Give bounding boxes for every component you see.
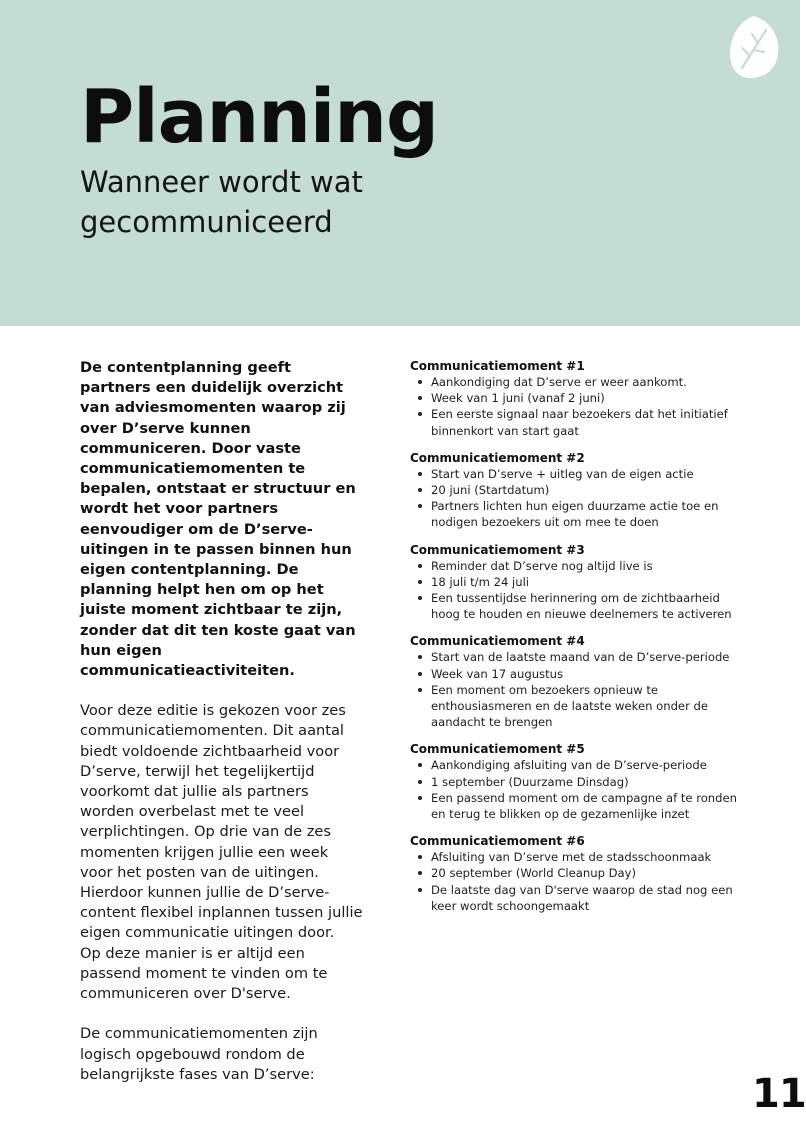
moment-title: Communicatiemoment #5: [410, 742, 585, 757]
moment-section: [410, 450, 740, 531]
list-item: Een eerste signaal naar bezoekers dat het initiatief binnenkort van start gaat: [410, 406, 740, 438]
list-item: Een passend moment om de campagne af te ronden en terug te blikken op de gezamenlijke inzet: [410, 790, 740, 822]
list-item: Afsluiting van D’serve met de stadsschoonmaak: [410, 849, 740, 865]
page-title: Planning: [80, 74, 438, 160]
list-item: 20 juni (Startdatum): [410, 482, 740, 498]
moment-title: Communicatiemoment #2: [410, 450, 585, 465]
body-paragraph: Voor deze editie is gekozen voor zes communicatiemomenten. Dit aantal biedt voldoende zichtbaarheid voor D’serve, terwijl het tegelijkertijd voorkomt dat jullie als partners worden overbelast met te veel verplichtingen. Op drie van de zes momenten krijgen jullie een week voor het posten van de uitingen. Hierdoor kunnen jullie de D’serve-content flexibel inplannen tussen jullie eigen communicatie uitingen door.: [80, 702, 363, 942]
list-item: Week van 17 augustus: [410, 666, 740, 682]
list-item: De laatste dag van D'serve waarop de stad nog een keer wordt schoongemaakt: [410, 882, 740, 914]
moment-items: [410, 649, 740, 730]
list-item: Reminder dat D’serve nog altijd live is: [410, 558, 740, 574]
moment-title: Communicatiemoment #3: [410, 542, 585, 557]
moment-section: [410, 542, 740, 623]
moment-section: [410, 833, 740, 914]
list-item: Partners lichten hun eigen duurzame actie toe en nodigen bezoekers uit om mee te doen: [410, 498, 740, 530]
list-item: Een tussentijdse herinnering om de zichtbaarheid hoog te houden en nieuwe deelnemers te activeren: [410, 590, 740, 622]
moment-section: [410, 633, 740, 730]
page-number: 11: [752, 1071, 806, 1117]
moment-title: Communicatiemoment #6: [410, 834, 585, 849]
body-paragraph: De communicatiemomenten zijn logisch opgebouwd rondom de belangrijkste fases van D’serve:: [80, 1025, 318, 1083]
body-paragraph: Op deze manier is er altijd een passend moment te vinden om te communiceren over D'serve.: [80, 944, 328, 1003]
list-item: Aankondiging dat D’serve er weer aankomt.: [410, 374, 740, 390]
page-subtitle: Wanneer wordt wat gecommuniceerd: [80, 165, 363, 239]
moment-section: [410, 358, 740, 439]
list-item: Een moment om bezoekers opnieuw te enthousiasmeren en de laatste weken onder de aandacht te brengen: [410, 682, 740, 731]
moment-items: [410, 374, 740, 439]
header-banner: [0, 0, 800, 326]
list-item: 1 september (Duurzame Dinsdag): [410, 774, 740, 790]
moments-list: [410, 358, 740, 925]
list-item: Week van 1 juni (vanaf 2 juni): [410, 390, 740, 406]
list-item: Start van de laatste maand van de D’serve-periode: [410, 649, 740, 665]
leaf-icon: [728, 14, 780, 80]
moment-title: Communicatiemoment #1: [410, 359, 585, 373]
moment-items: [410, 757, 740, 822]
list-item: 20 september (World Cleanup Day): [410, 865, 740, 881]
moment-items: [410, 849, 740, 914]
moment-title: Communicatiemoment #4: [410, 634, 585, 649]
intro-paragraph: De contentplanning geeft partners een duidelijk overzicht van adviesmomenten waarop zij over D’serve kunnen communiceren. Door vaste communicatiemomenten te bepalen, ontstaat er structuur en wordt het voor partners eenvoudiger om de D’serve-uitingen in te passen binnen hun eigen contentplanning. De planning helpt hen om op het juiste moment zichtbaar te zijn, zonder dat dit ten koste gaat van hun eigen communicatieactiviteiten.: [80, 359, 356, 680]
moment-section: [410, 741, 740, 822]
moment-items: [410, 558, 740, 623]
moment-items: [410, 466, 740, 531]
left-column: [80, 358, 365, 1085]
list-item: 18 juli t/m 24 juli: [410, 574, 740, 590]
list-item: Start van D’serve + uitleg van de eigen actie: [410, 466, 740, 482]
list-item: Aankondiging afsluiting van de D’serve-periode: [410, 757, 740, 773]
